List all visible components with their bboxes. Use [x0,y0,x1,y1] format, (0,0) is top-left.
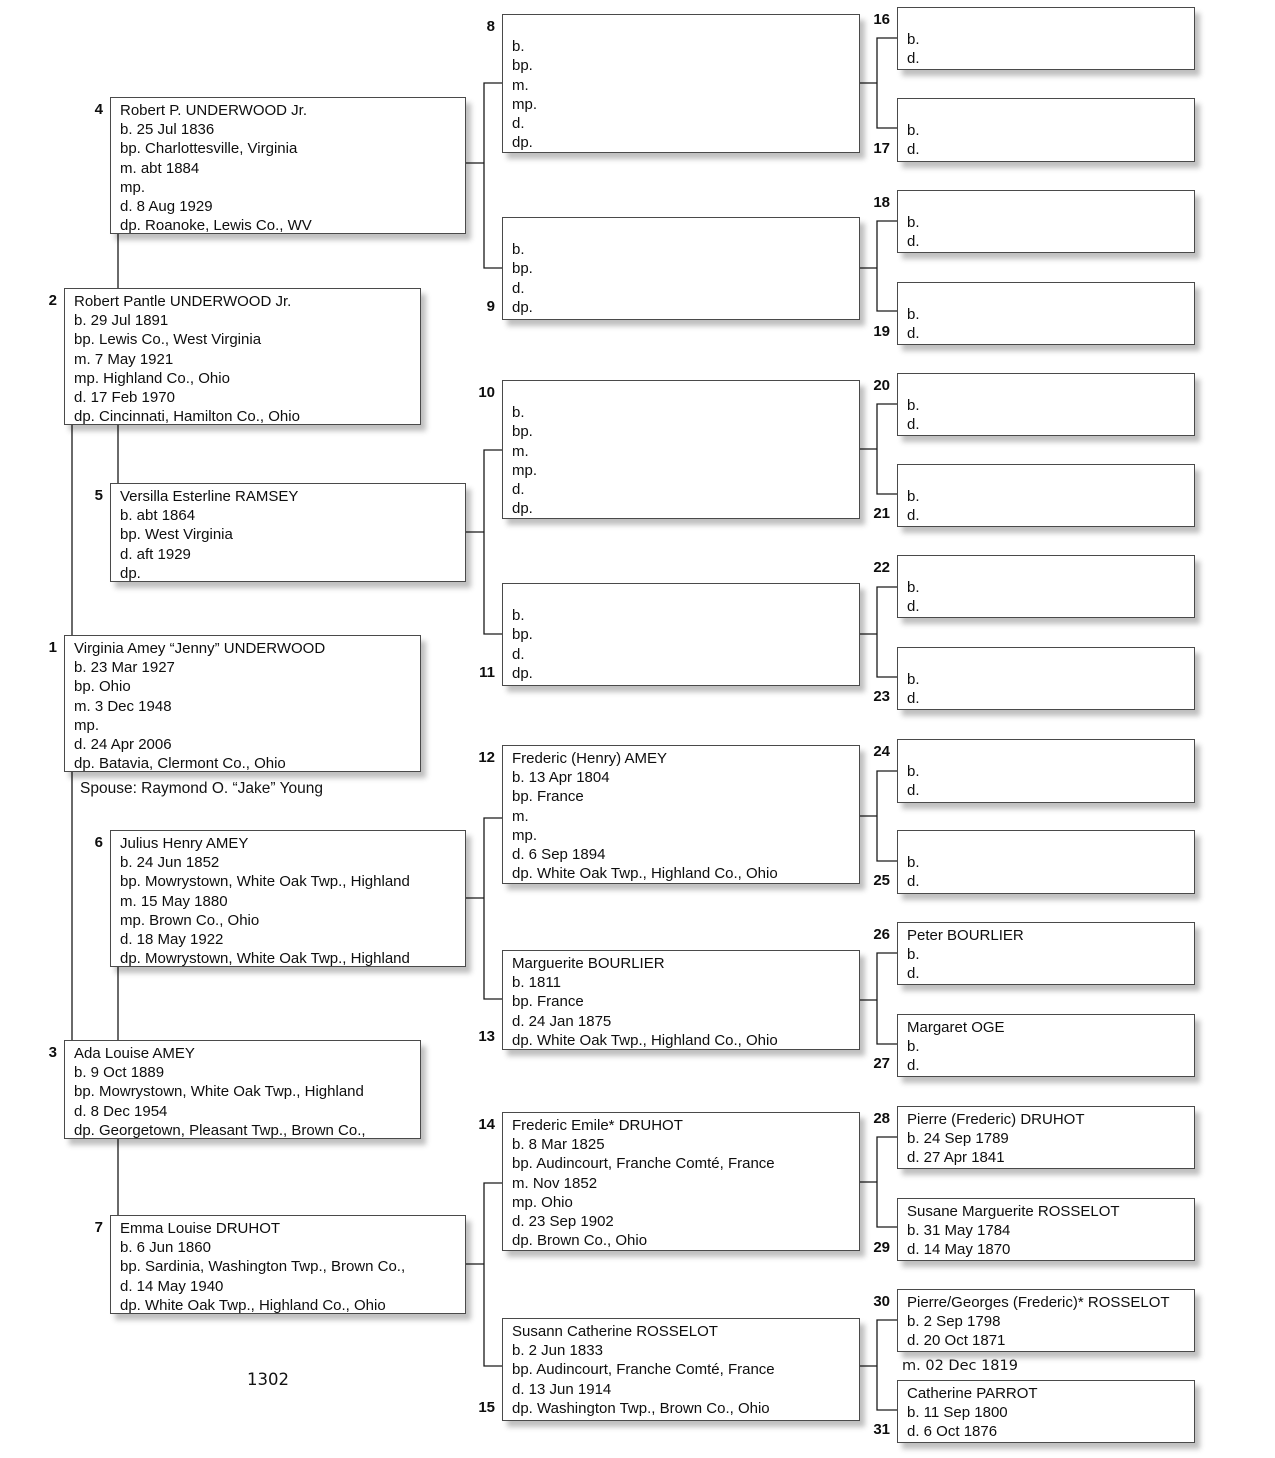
person-field: dp. [120,564,141,582]
person-field: d. 20 Oct 1871 [907,1332,1006,1350]
person-name [907,834,1188,853]
person-field: mp. [120,178,146,196]
person-box-29 [873,1198,1195,1261]
person-box-22 [873,555,1195,618]
person-name: Pierre/Georges (Frederic)* ROSSELOT [907,1294,1170,1311]
person-field: bp. Charlottesville, Virginia [120,140,298,158]
person-name: Margaret OGE [907,1019,1005,1036]
person-box-24 [873,739,1195,803]
person-field: b. [512,404,525,422]
person-name: Ada Louise AMEY [74,1045,195,1062]
person-number: 10 [478,384,495,401]
person-field: mp. Highland Co., Ohio [74,369,230,387]
person-name [907,559,1188,578]
person-number: 23 [873,688,890,705]
person-field: d. 6 Sep 1894 [512,845,606,863]
person-field: bp. Mowrystown, White Oak Twp., Highland [120,873,410,891]
person-field: mp. [512,826,538,844]
person-field: d. [907,1057,920,1075]
person-field: b. [907,763,920,781]
person-field: dp. Batavia, Clermont Co., Ohio [74,755,286,773]
person-number: 6 [94,834,103,851]
person-box-10 [478,380,860,519]
person-field: d. 14 May 1940 [120,1277,224,1295]
person-field: b. [907,854,920,872]
person-field: d. [907,873,920,891]
person-number: 7 [94,1219,103,1236]
person-field: b. abt 1864 [120,507,196,525]
person-name: Julius Henry AMEY [120,835,249,852]
person-number: 25 [873,872,890,889]
person-box-9 [486,217,860,320]
person-name: Robert Pantle UNDERWOOD Jr. [74,293,292,310]
person-field: d. 14 May 1870 [907,1241,1011,1259]
person-field: dp. White Oak Twp., Highland Co., Ohio [512,865,778,883]
person-field: b. 2 Sep 1798 [907,1313,1001,1331]
page-number: 1302 [247,1370,289,1389]
person-field: d. [907,782,920,800]
person-name: Catherine PARROT [907,1385,1038,1402]
person-field: b. [907,122,920,140]
person-field: bp. Mowrystown, White Oak Twp., Highland [74,1083,364,1101]
person-field: d. [907,325,920,343]
person-number: 18 [873,194,890,211]
person-field: bp. France [512,788,584,806]
person-field: d. [907,233,920,251]
person-box-5 [94,483,466,582]
person-number: 4 [94,101,103,118]
person-field: m. 15 May 1880 [120,892,228,910]
person-number: 27 [873,1055,890,1072]
person-box-13 [478,950,860,1050]
person-number: 29 [873,1239,890,1256]
person-field: dp. [512,298,533,316]
person-field: b. 24 Jun 1852 [120,854,220,872]
person-number: 5 [94,487,103,504]
person-number: 24 [873,743,890,760]
person-field: b. [907,1038,920,1056]
person-field: b. 29 Jul 1891 [74,312,169,330]
person-field: mp. Ohio [512,1193,573,1211]
person-box-11 [479,583,860,686]
person-field: dp. Mowrystown, White Oak Twp., Highland [120,950,410,968]
person-field: dp. [512,134,533,152]
person-name [512,384,853,403]
person-field: m. Nov 1852 [512,1174,598,1192]
person-name: Pierre (Frederic) DRUHOT [907,1111,1085,1128]
person-number: 20 [873,377,890,394]
person-name: Emma Louise DRUHOT [120,1220,281,1237]
person-field: bp. Audincourt, Franche Comté, France [512,1361,775,1379]
person-name: Susann Catherine ROSSELOT [512,1323,718,1340]
person-box-26 [873,922,1195,985]
person-field: bp. [512,626,533,644]
person-field: bp. [512,260,533,278]
person-field: dp. [512,664,533,682]
person-box-15 [478,1318,860,1421]
person-name: Virginia Amey “Jenny” UNDERWOOD [74,640,326,657]
person-number: 1 [48,639,57,656]
person-field: b. 13 Apr 1804 [512,769,610,787]
person-box-18 [873,190,1195,253]
person-name [907,743,1188,762]
person-field: m. [512,442,529,460]
person-field: d. 24 Jan 1875 [512,1012,612,1030]
person-box-6 [94,830,466,968]
person-box-25 [873,830,1195,894]
person-number: 14 [478,1116,495,1133]
person-field: dp. White Oak Twp., Highland Co., Ohio [512,1031,778,1049]
person-field: d. 18 May 1922 [120,930,224,948]
person-field: d. [907,965,920,983]
person-field: d. 6 Oct 1876 [907,1423,998,1441]
person-field: d. 23 Sep 1902 [512,1212,614,1230]
person-number: 11 [479,664,495,681]
person-number: 21 [873,505,890,522]
person-box-4 [94,97,466,235]
person-field: mp. [74,716,100,734]
person-field: b. [907,671,920,689]
person-field: b. 2 Jun 1833 [512,1342,603,1360]
person-field: bp. [512,57,533,75]
person-field: b. [512,241,525,259]
person-name [512,587,853,606]
person-field: d. 8 Aug 1929 [120,197,213,215]
person-number: 28 [873,1110,890,1127]
person-field: dp. Georgetown, Pleasant Twp., Brown Co., [74,1121,366,1139]
person-field: b. [512,38,525,56]
person-field: b. [907,397,920,415]
person-field: b. [907,488,920,506]
person-field: d. [907,690,920,708]
person-box-20 [873,373,1195,436]
person-field: b. [907,946,920,964]
person-field: m. abt 1884 [120,159,200,177]
person-field: b. [907,31,920,49]
person-field: d. 27 Apr 1841 [907,1149,1005,1167]
person-field: b. 6 Jun 1860 [120,1239,211,1257]
person-number: 3 [48,1044,57,1061]
person-box-2 [48,288,421,426]
person-field: bp. Sardinia, Washington Twp., Brown Co., [120,1258,406,1276]
person-box-16 [873,7,1195,70]
person-name [907,377,1188,396]
person-field: d. [907,416,920,434]
person-name: Frederic (Henry) AMEY [512,750,668,767]
person-field: b. 24 Sep 1789 [907,1130,1009,1148]
person-number: 12 [478,749,495,766]
person-field: d. [512,279,525,297]
person-name [907,651,1188,670]
marriage-note: m. 02 Dec 1819 [902,1358,1018,1374]
person-box-23 [873,647,1195,710]
person-field: dp. [512,500,533,518]
person-number: 8 [486,18,495,35]
person-field: mp. Brown Co., Ohio [120,911,260,929]
spouse-note: Spouse: Raymond O. “Jake” Young [80,780,323,797]
person-field: b. 9 Oct 1889 [74,1064,165,1082]
person-box-28 [873,1106,1195,1169]
person-box-14 [478,1112,860,1251]
person-field: mp. [512,461,538,479]
person-box-31 [873,1380,1195,1443]
person-number: 2 [48,292,57,309]
person-box-19 [873,282,1195,345]
person-number: 13 [478,1028,495,1045]
person-field: mp. [512,95,538,113]
person-field: bp. France [512,993,584,1011]
person-number: 16 [873,11,890,28]
person-number: 31 [873,1421,890,1438]
person-name: Versilla Esterline RAMSEY [120,488,299,505]
person-name: Marguerite BOURLIER [512,955,665,972]
person-field: d. [512,480,525,498]
person-number: 22 [873,559,890,576]
person-field: m. 3 Dec 1948 [74,697,172,715]
person-field: m. 7 May 1921 [74,350,174,368]
person-field: b. 8 Mar 1825 [512,1136,605,1154]
person-field: d. 8 Dec 1954 [74,1102,168,1120]
person-number: 30 [873,1293,890,1310]
person-name [907,468,1188,487]
person-field: b. [907,579,920,597]
person-name [907,102,1188,121]
person-name [907,11,1188,30]
person-field: d. [907,598,920,616]
person-box-30 [873,1289,1195,1352]
person-number: 19 [873,323,890,340]
person-name: Robert P. UNDERWOOD Jr. [120,102,307,119]
person-field: dp. Roanoke, Lewis Co., WV [120,217,312,235]
person-field: bp. Ohio [74,678,131,696]
person-field: b. 1811 [512,974,561,992]
person-name [512,221,853,240]
person-field: d. 13 Jun 1914 [512,1380,612,1398]
person-number: 9 [486,298,495,315]
person-field: m. [512,76,529,94]
person-name: Frederic Emile* DRUHOT [512,1117,683,1134]
person-field: bp. Audincourt, Franche Comté, France [512,1155,775,1173]
person-field: b. 23 Mar 1927 [74,659,175,677]
person-field: b. 31 May 1784 [907,1222,1011,1240]
person-box-8 [486,14,860,153]
person-field: bp. [512,423,533,441]
person-field: b. [512,607,525,625]
person-field: b. 11 Sep 1800 [907,1404,1008,1422]
person-field: b. [907,214,920,232]
person-number: 15 [478,1399,495,1416]
person-field: dp. Brown Co., Ohio [512,1232,648,1250]
person-field: b. 25 Jul 1836 [120,121,215,139]
person-box-21 [873,464,1195,527]
person-box-27 [873,1014,1195,1077]
person-field: d. [907,507,920,525]
person-box-7 [94,1215,466,1314]
person-box-12 [478,745,860,884]
person-field: d. [512,114,525,132]
person-number: 17 [873,140,890,157]
person-name: Susane Marguerite ROSSELOT [907,1203,1120,1220]
person-field: d. [907,50,920,68]
person-field: bp. Lewis Co., West Virginia [74,331,262,349]
person-field: b. [907,306,920,324]
person-field: d. 17 Feb 1970 [74,388,175,406]
person-name [907,194,1188,213]
person-field: d. [512,645,525,663]
person-field: dp. Cincinnati, Hamilton Co., Ohio [74,408,300,426]
person-field: d. [907,141,920,159]
person-field: d. aft 1929 [120,545,191,563]
person-name [907,286,1188,305]
person-box-3 [48,1040,421,1139]
person-field: dp. Washington Twp., Brown Co., Ohio [512,1399,770,1417]
person-field: bp. West Virginia [120,526,233,544]
person-number: 26 [873,926,890,943]
person-box-17 [873,98,1195,162]
person-name [512,18,853,37]
person-box-1 [48,635,421,773]
person-field: m. [512,807,529,825]
person-field: dp. White Oak Twp., Highland Co., Ohio [120,1296,386,1314]
person-name: Peter BOURLIER [907,927,1024,944]
person-field: d. 24 Apr 2006 [74,735,172,753]
